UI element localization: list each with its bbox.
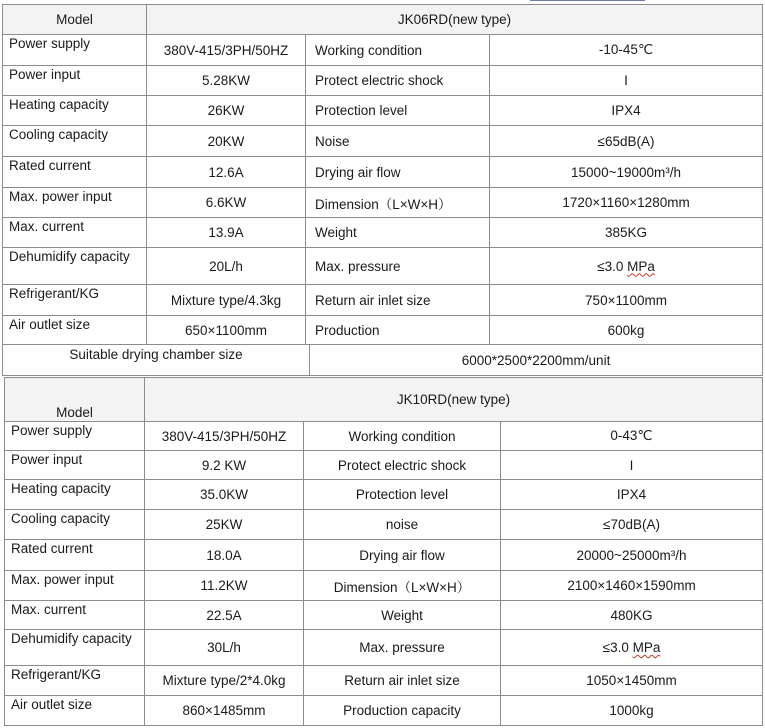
spec-value: 35.0KW	[145, 480, 304, 510]
condition-value: 385KG	[490, 218, 763, 248]
condition-value: 1050×1450mm	[501, 666, 763, 696]
spec-value: 13.9A	[147, 218, 306, 248]
spec-label: Cooling capacity	[5, 510, 145, 540]
spec-table-jk06rd	[2, 4, 763, 376]
condition-value: -10-45℃	[490, 35, 763, 66]
table-row	[3, 96, 763, 126]
table-row	[5, 666, 763, 696]
spec-value: 5.28KW	[147, 66, 306, 96]
condition-value	[490, 248, 763, 285]
spec-label: Power input	[3, 66, 147, 96]
spec-value: 22.5A	[145, 601, 304, 630]
condition-label: Working condition	[304, 422, 501, 451]
condition-value: 15000~19000m³/h	[490, 157, 763, 188]
condition-label: Working condition	[306, 35, 490, 66]
condition-label: Return air inlet size	[304, 666, 501, 696]
condition-label: Dimension（L×W×H）	[306, 188, 490, 218]
condition-label: Protect electric shock	[304, 451, 501, 480]
spec-label: Max. power input	[3, 188, 147, 218]
table-row	[3, 248, 763, 285]
condition-value: IPX4	[490, 96, 763, 126]
table-row	[5, 696, 763, 726]
condition-label: Max. pressure	[304, 630, 501, 666]
condition-value: I	[501, 451, 763, 480]
condition-value: 600kg	[490, 316, 763, 345]
table-row	[5, 571, 763, 601]
spec-value: 30L/h	[145, 630, 304, 666]
table-row	[5, 630, 763, 666]
condition-value: 0-43℃	[501, 422, 763, 451]
table-row	[3, 316, 763, 345]
spec-value: 18.0A	[145, 540, 304, 571]
condition-value	[501, 630, 763, 666]
spec-value: 6.6KW	[147, 188, 306, 218]
spec-value: 650×1100mm	[147, 316, 306, 345]
condition-value: 1000kg	[501, 696, 763, 726]
spec-label: Max. current	[5, 601, 145, 630]
table-row	[5, 480, 763, 510]
table-row	[5, 422, 763, 451]
spec-label: Heating capacity	[3, 96, 147, 126]
condition-label: Noise	[306, 126, 490, 157]
spec-label: Air outlet size	[5, 696, 145, 726]
spec-value: Mixture type/4.3kg	[147, 285, 306, 316]
spec-label: Dehumidify capacity	[3, 248, 147, 285]
condition-label: Production	[306, 316, 490, 345]
spec-label: Refrigerant/KG	[3, 285, 147, 316]
spec-value: 20L/h	[147, 248, 306, 285]
condition-value: 2100×1460×1590mm	[501, 571, 763, 601]
pressure-unit: MPa	[632, 640, 661, 655]
model-name: JK10RD(new type)	[145, 378, 763, 422]
spec-label: Rated current	[3, 157, 147, 188]
condition-label: Drying air flow	[304, 540, 501, 571]
spec-value: 20KW	[147, 126, 306, 157]
condition-label: Production capacity	[304, 696, 501, 726]
condition-label: Dimension（L×W×H）	[304, 571, 501, 601]
spec-label: Max. current	[3, 218, 147, 248]
spec-value: 25KW	[145, 510, 304, 540]
condition-value: IPX4	[501, 480, 763, 510]
spec-value: Mixture type/2*4.0kg	[145, 666, 304, 696]
spec-value: 9.2 KW	[145, 451, 304, 480]
condition-value: ≤65dB(A)	[490, 126, 763, 157]
model-name: JK06RD(new type)	[147, 5, 763, 35]
condition-label: Return air inlet size	[306, 285, 490, 316]
table-row	[3, 126, 763, 157]
table-row	[5, 451, 763, 480]
spec-label: Power supply	[5, 422, 145, 451]
table-row	[5, 540, 763, 571]
condition-value: 20000~25000m³/h	[501, 540, 763, 571]
condition-label: Protection level	[304, 480, 501, 510]
suitable-chamber-label: Suitable drying chamber size	[3, 345, 310, 376]
pressure-number: ≤3.0	[602, 640, 633, 655]
table-row	[3, 345, 763, 376]
condition-label: Weight	[304, 601, 501, 630]
spec-value: 12.6A	[147, 157, 306, 188]
table-row	[3, 285, 763, 316]
table-row	[5, 510, 763, 540]
condition-label: Max. pressure	[306, 248, 490, 285]
table-row	[3, 35, 763, 66]
pressure-unit: MPa	[627, 258, 655, 274]
spec-label: Dehumidify capacity	[5, 630, 145, 666]
condition-label: noise	[304, 510, 501, 540]
condition-label: Protection level	[306, 96, 490, 126]
spec-label: Cooling capacity	[3, 126, 147, 157]
model-label: Model	[5, 378, 145, 422]
spec-value: 380V-415/3PH/50HZ	[145, 422, 304, 451]
top-rule	[530, 0, 645, 1]
pressure-number: ≤3.0	[597, 258, 628, 274]
spec-label: Max. power input	[5, 571, 145, 601]
suitable-chamber-value: 6000*2500*2200mm/unit	[310, 345, 763, 376]
table-row	[3, 218, 763, 248]
spec-label: Power supply	[3, 35, 147, 66]
spec-label: Air outlet size	[3, 316, 147, 345]
spec-label: Refrigerant/KG	[5, 666, 145, 696]
spec-value: 26KW	[147, 96, 306, 126]
condition-label: Weight	[306, 218, 490, 248]
condition-value: 480KG	[501, 601, 763, 630]
table-row	[3, 5, 763, 35]
spec-value: 11.2KW	[145, 571, 304, 601]
condition-value: 750×1100mm	[490, 285, 763, 316]
condition-value: I	[490, 66, 763, 96]
spec-value: 380V-415/3PH/50HZ	[147, 35, 306, 66]
table-row	[3, 188, 763, 218]
table-row	[5, 378, 763, 422]
spec-table-jk10rd	[4, 377, 763, 726]
condition-label: Protect electric shock	[306, 66, 490, 96]
condition-label: Drying air flow	[306, 157, 490, 188]
table-row	[3, 66, 763, 96]
condition-value: 1720×1160×1280mm	[490, 188, 763, 218]
spec-label: Heating capacity	[5, 480, 145, 510]
table-row	[5, 601, 763, 630]
table-row	[3, 157, 763, 188]
spec-label: Rated current	[5, 540, 145, 571]
model-label: Model	[3, 5, 147, 35]
spec-label: Power input	[5, 451, 145, 480]
condition-value: ≤70dB(A)	[501, 510, 763, 540]
spec-value: 860×1485mm	[145, 696, 304, 726]
